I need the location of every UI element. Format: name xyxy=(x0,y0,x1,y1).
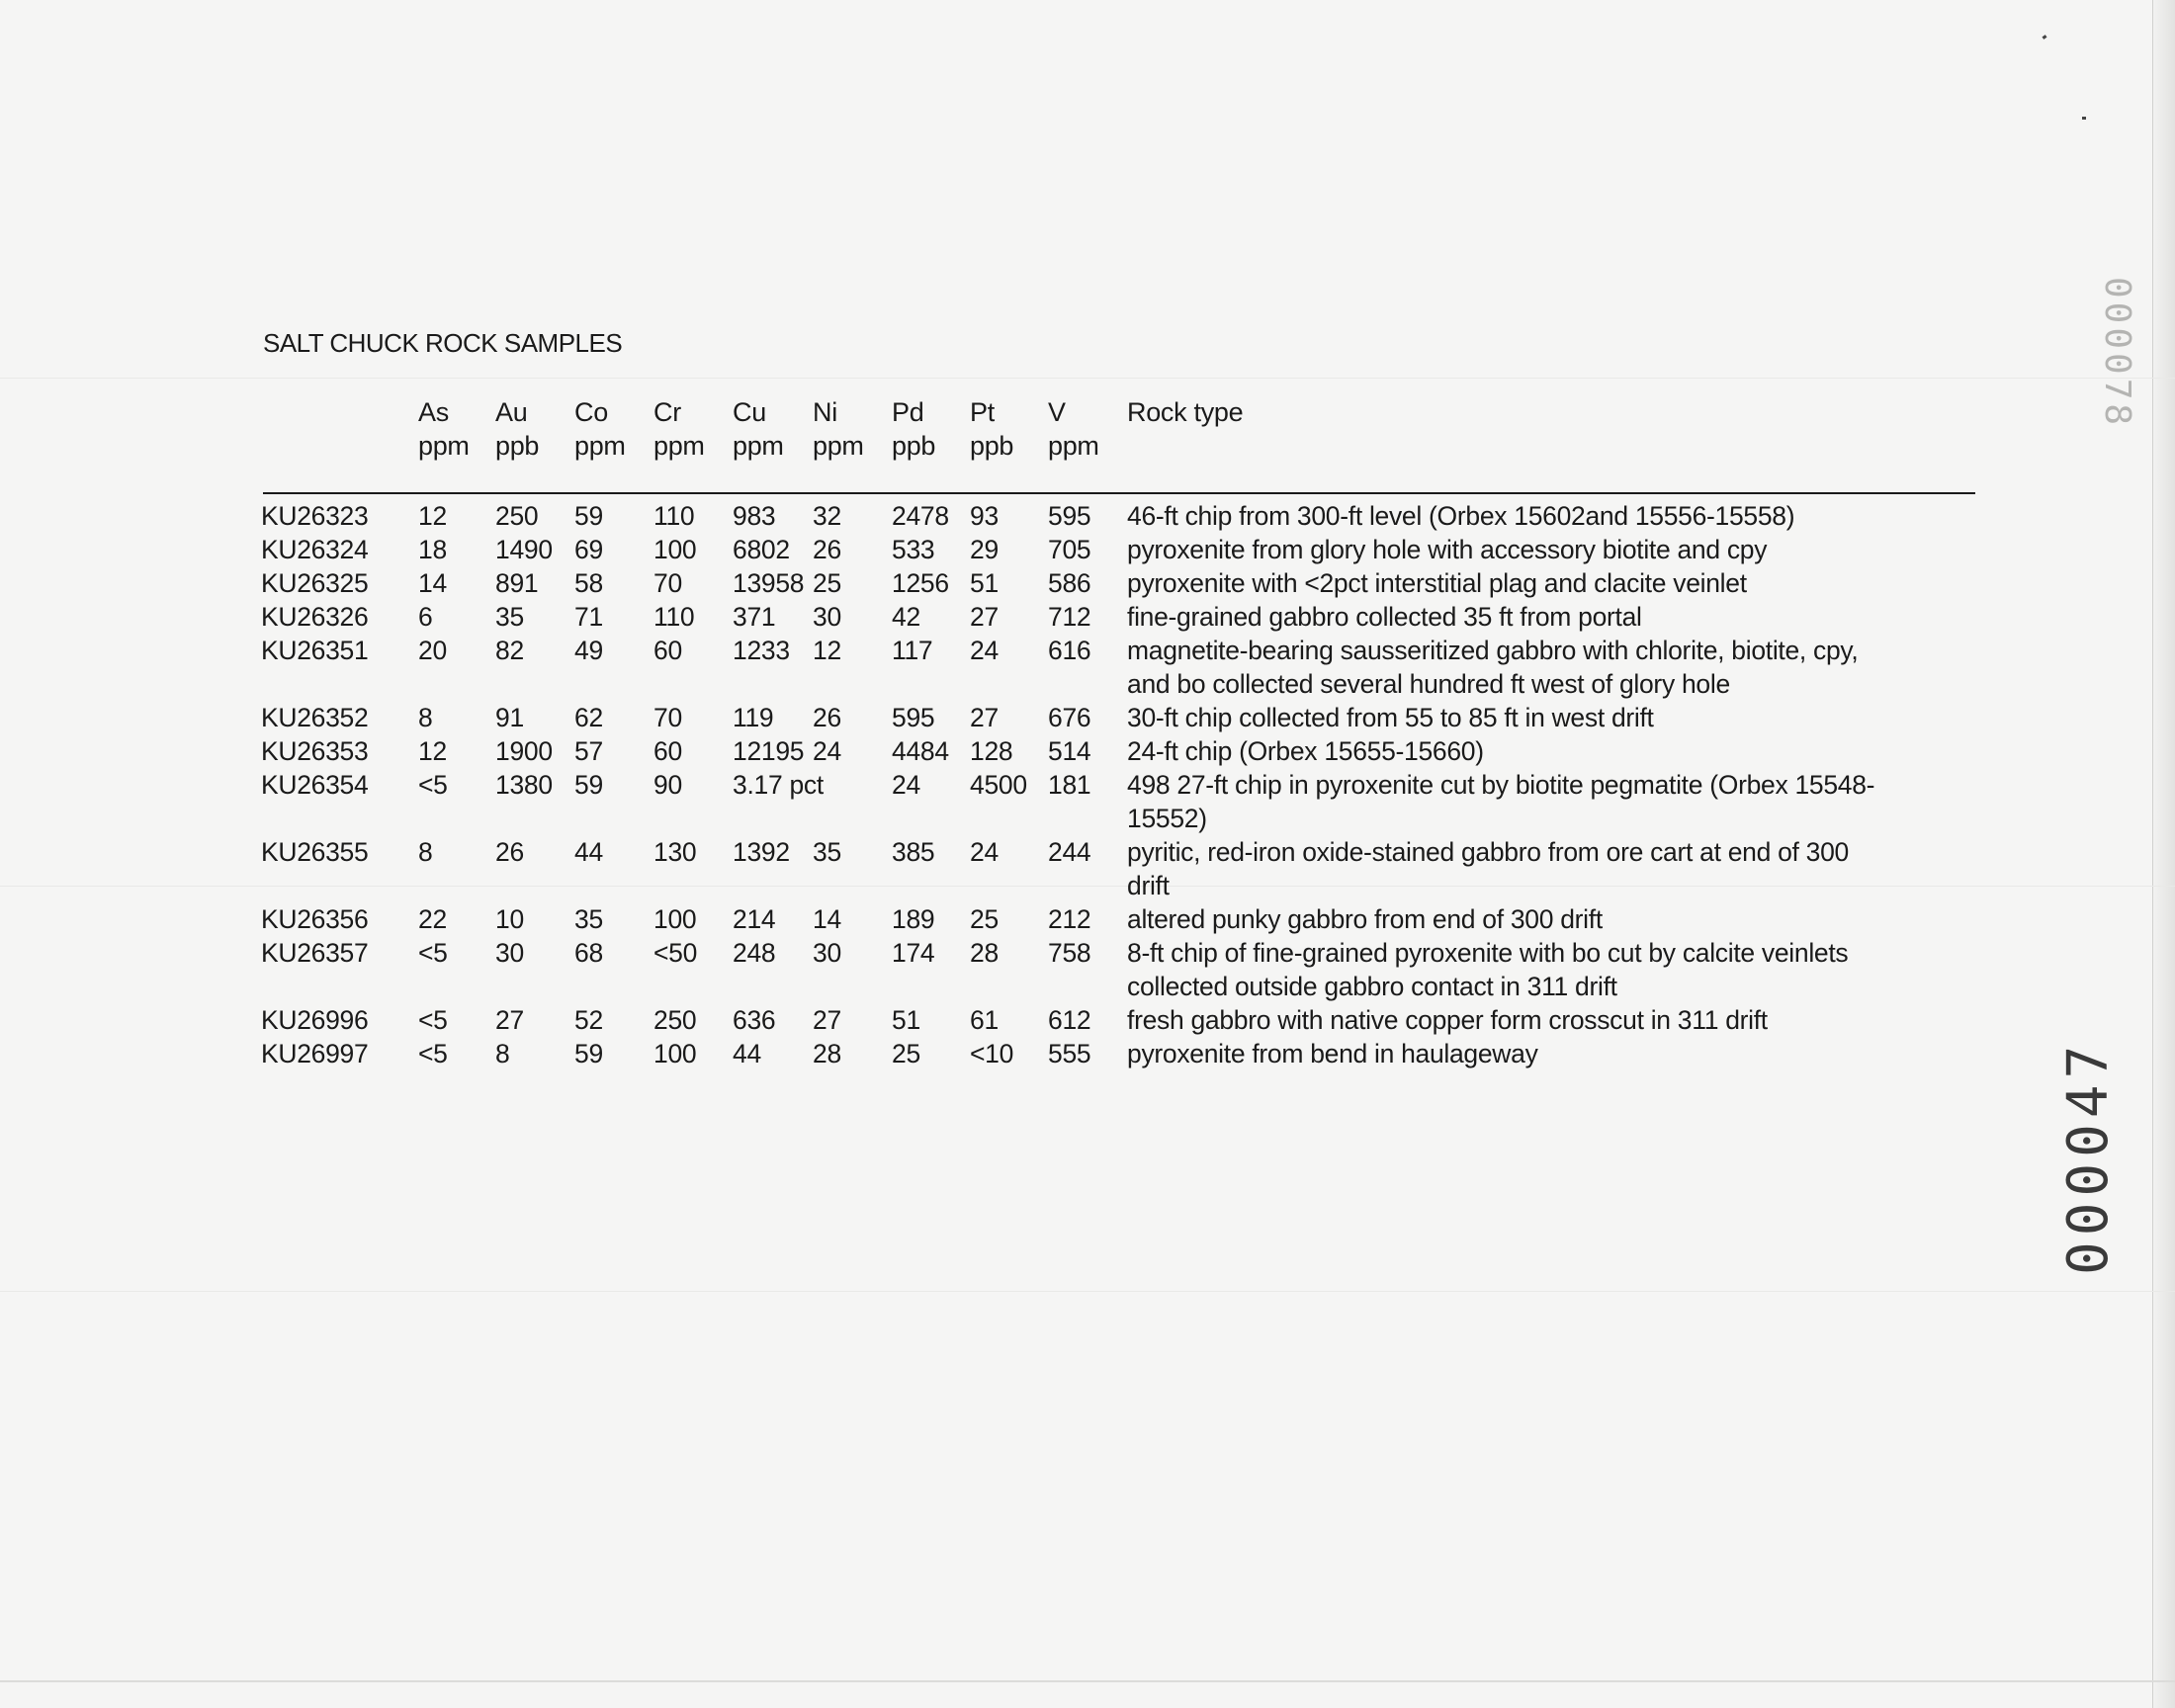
value-cell-cu: 214 xyxy=(733,904,776,934)
sample-id: KU26324 xyxy=(261,535,369,564)
value-cell-cr: 100 xyxy=(653,535,697,564)
value-cell-v: 595 xyxy=(1048,501,1091,531)
value-cell-cu: 13958 xyxy=(733,568,805,598)
value-cell-ni: 26 xyxy=(813,535,841,564)
rock-type-cell: 8-ft chip of fine-grained pyroxenite with bo cut by calcite veinlets collected outside gabbro contact in 311 drift xyxy=(1127,938,1849,1001)
column-header-co xyxy=(574,395,626,463)
value-cell-co: 44 xyxy=(574,837,603,867)
value-cell-pt: 29 xyxy=(970,535,999,564)
value-cell-cr: 110 xyxy=(653,602,695,632)
value-cell-cu: 1392 xyxy=(733,837,790,867)
value-cell-v: 244 xyxy=(1048,837,1091,867)
sample-id: KU26326 xyxy=(261,602,369,632)
value-cell-au: 1900 xyxy=(495,736,553,766)
value-cell-v: 705 xyxy=(1048,535,1091,564)
value-cell-v: 612 xyxy=(1048,1005,1091,1035)
value-cell-co: 49 xyxy=(574,636,603,665)
value-cell-co: 59 xyxy=(574,770,603,800)
value-cell-pt: 4500 xyxy=(970,770,1027,800)
value-cell-ni: 30 xyxy=(813,938,841,968)
value-cell-v: 758 xyxy=(1048,938,1091,968)
value-cell-cr: 110 xyxy=(653,501,695,531)
value-cell-cu: 371 xyxy=(733,602,776,632)
value-cell-ni: 35 xyxy=(813,837,841,867)
page-title: SALT CHUCK ROCK SAMPLES xyxy=(263,328,623,358)
rock-type-cell: 498 27-ft chip in pyroxenite cut by biotite pegmatite (Orbex 15548-15552) xyxy=(1127,770,1875,833)
value-cell-au: 27 xyxy=(495,1005,524,1035)
value-cell-cu: 3.17 pct xyxy=(733,770,824,800)
sample-id: KU26353 xyxy=(261,736,369,766)
column-unit: ppb xyxy=(970,431,1014,461)
value-cell-pd: 24 xyxy=(892,770,920,800)
sample-id: KU26355 xyxy=(261,837,369,867)
value-cell-au: 891 xyxy=(495,568,539,598)
value-cell-pd: 117 xyxy=(892,636,933,665)
value-cell-ni: 14 xyxy=(813,904,841,934)
value-cell-as: 18 xyxy=(418,535,447,564)
value-cell-as: 8 xyxy=(418,837,433,867)
value-cell-cr: 70 xyxy=(653,568,682,598)
value-cell-pd: 25 xyxy=(892,1039,920,1068)
value-cell-au: 250 xyxy=(495,501,539,531)
column-unit: ppm xyxy=(733,431,784,461)
column-name: As xyxy=(418,397,449,427)
value-cell-cr: 70 xyxy=(653,703,682,732)
value-cell-au: 8 xyxy=(495,1039,510,1068)
column-header-au xyxy=(495,395,539,463)
column-header-v xyxy=(1048,395,1099,463)
sample-id: KU26354 xyxy=(261,770,369,800)
column-unit: ppm xyxy=(574,431,626,461)
sample-id: KU26356 xyxy=(261,904,369,934)
rock-type-cell: pyroxenite with <2pct interstitial plag and clacite veinlet xyxy=(1127,568,1747,598)
value-cell-as: 22 xyxy=(418,904,447,934)
value-cell-as: <5 xyxy=(418,938,448,968)
column-header-cu xyxy=(733,395,784,463)
value-cell-v: 212 xyxy=(1048,904,1091,934)
value-cell-cu: 12195 xyxy=(733,736,805,766)
value-cell-pt: 25 xyxy=(970,904,999,934)
value-cell-pt: 61 xyxy=(970,1005,999,1035)
sample-id: KU26996 xyxy=(261,1005,369,1035)
value-cell-as: 12 xyxy=(418,736,447,766)
faint-page-number-stamp: 000078 xyxy=(2097,277,2137,430)
value-cell-cr: 60 xyxy=(653,636,682,665)
value-cell-au: 30 xyxy=(495,938,524,968)
speck xyxy=(2043,35,2047,40)
page-number-stamp: 000047 xyxy=(2056,1039,2121,1275)
value-cell-as: 8 xyxy=(418,703,433,732)
value-cell-co: 62 xyxy=(574,703,603,732)
value-cell-pt: 27 xyxy=(970,602,999,632)
page-edge xyxy=(2152,0,2175,1708)
rock-type-cell: pyritic, red-iron oxide-stained gabbro from ore cart at end of 300 drift xyxy=(1127,837,1849,900)
value-cell-ni: 30 xyxy=(813,602,841,632)
value-cell-v: 676 xyxy=(1048,703,1091,732)
value-cell-au: 35 xyxy=(495,602,524,632)
scan-line xyxy=(0,378,2175,379)
value-cell-as: 20 xyxy=(418,636,447,665)
value-cell-ni: 26 xyxy=(813,703,841,732)
value-cell-au: 91 xyxy=(495,703,524,732)
value-cell-cu: 119 xyxy=(733,703,774,732)
value-cell-pd: 1256 xyxy=(892,568,949,598)
value-cell-v: 181 xyxy=(1048,770,1091,800)
value-cell-pt: 93 xyxy=(970,501,999,531)
value-cell-cu: 44 xyxy=(733,1039,761,1068)
value-cell-pd: 385 xyxy=(892,837,935,867)
value-cell-pt: <10 xyxy=(970,1039,1014,1068)
value-cell-pt: 27 xyxy=(970,703,999,732)
column-unit: ppm xyxy=(653,431,705,461)
column-unit: ppm xyxy=(1048,431,1099,461)
value-cell-cu: 983 xyxy=(733,501,776,531)
value-cell-as: <5 xyxy=(418,1005,448,1035)
value-cell-cu: 1233 xyxy=(733,636,790,665)
column-unit: ppb xyxy=(495,431,540,461)
column-name: Cu xyxy=(733,397,766,427)
sample-id: KU26352 xyxy=(261,703,369,732)
value-cell-cr: 100 xyxy=(653,1039,697,1068)
value-cell-pd: 42 xyxy=(892,602,920,632)
value-cell-au: 82 xyxy=(495,636,524,665)
column-name: Pd xyxy=(892,397,924,427)
column-name: Au xyxy=(495,397,528,427)
rock-type-cell: pyroxenite from bend in haulageway xyxy=(1127,1039,1538,1068)
value-cell-cu: 248 xyxy=(733,938,776,968)
rock-type-cell: magnetite-bearing sausseritized gabbro with chlorite, biotite, cpy, and bo collected several hundred ft west of glory hole xyxy=(1127,636,1859,699)
value-cell-v: 616 xyxy=(1048,636,1091,665)
value-cell-co: 57 xyxy=(574,736,603,766)
value-cell-pd: 533 xyxy=(892,535,935,564)
column-name: Rock type xyxy=(1127,397,1244,427)
value-cell-as: 12 xyxy=(418,501,447,531)
rock-type-cell: fine-grained gabbro collected 35 ft from portal xyxy=(1127,602,1642,632)
column-header-pd xyxy=(892,395,935,463)
value-cell-ni: 27 xyxy=(813,1005,841,1035)
column-name: V xyxy=(1048,397,1066,427)
value-cell-pt: 128 xyxy=(970,736,1013,766)
value-cell-v: 712 xyxy=(1048,602,1091,632)
value-cell-pt: 51 xyxy=(970,568,999,598)
value-cell-co: 59 xyxy=(574,501,603,531)
value-cell-co: 69 xyxy=(574,535,603,564)
value-cell-ni: 28 xyxy=(813,1039,841,1068)
rock-type-cell: 46-ft chip from 300-ft level (Orbex 15602and 15556-15558) xyxy=(1127,501,1795,531)
column-name: Cr xyxy=(653,397,681,427)
column-header-pt xyxy=(970,395,1013,463)
column-header-cr xyxy=(653,395,705,463)
value-cell-v: 555 xyxy=(1048,1039,1091,1068)
value-cell-co: 71 xyxy=(574,602,603,632)
value-cell-cr: 130 xyxy=(653,837,697,867)
column-unit: ppb xyxy=(892,431,936,461)
value-cell-co: 59 xyxy=(574,1039,603,1068)
value-cell-pd: 174 xyxy=(892,938,935,968)
page-bottom-edge xyxy=(0,1680,2175,1682)
value-cell-as: <5 xyxy=(418,1039,448,1068)
sample-id: KU26351 xyxy=(261,636,369,665)
value-cell-cu: 6802 xyxy=(733,535,790,564)
value-cell-pd: 2478 xyxy=(892,501,949,531)
value-cell-ni: 32 xyxy=(813,501,841,531)
value-cell-as: <5 xyxy=(418,770,448,800)
value-cell-cr: 250 xyxy=(653,1005,697,1035)
column-header-as xyxy=(418,395,470,463)
value-cell-cr: 100 xyxy=(653,904,697,934)
column-name: Ni xyxy=(813,397,837,427)
value-cell-cr: 90 xyxy=(653,770,682,800)
value-cell-ni: 12 xyxy=(813,636,841,665)
value-cell-co: 58 xyxy=(574,568,603,598)
value-cell-au: 1380 xyxy=(495,770,553,800)
value-cell-cr: <50 xyxy=(653,938,698,968)
value-cell-v: 514 xyxy=(1048,736,1091,766)
header-rule xyxy=(263,492,1975,494)
value-cell-au: 10 xyxy=(495,904,524,934)
value-cell-ni: 24 xyxy=(813,736,841,766)
value-cell-co: 35 xyxy=(574,904,603,934)
value-cell-ni: 25 xyxy=(813,568,841,598)
rock-type-cell: 24-ft chip (Orbex 15655-15660) xyxy=(1127,736,1484,766)
speck xyxy=(2082,117,2086,120)
value-cell-co: 52 xyxy=(574,1005,603,1035)
value-cell-pd: 51 xyxy=(892,1005,920,1035)
value-cell-as: 6 xyxy=(418,602,433,632)
rock-type-cell: pyroxenite from glory hole with accessory biotite and cpy xyxy=(1127,535,1768,564)
rock-type-cell: fresh gabbro with native copper form crosscut in 311 drift xyxy=(1127,1005,1768,1035)
column-header-ni xyxy=(813,395,864,463)
value-cell-pd: 4484 xyxy=(892,736,949,766)
column-unit: ppm xyxy=(418,431,470,461)
value-cell-pd: 595 xyxy=(892,703,935,732)
value-cell-au: 1490 xyxy=(495,535,553,564)
column-name: Co xyxy=(574,397,608,427)
value-cell-as: 14 xyxy=(418,568,447,598)
value-cell-co: 68 xyxy=(574,938,603,968)
column-unit: ppm xyxy=(813,431,864,461)
column-header-rock xyxy=(1127,395,1243,429)
sample-id: KU26357 xyxy=(261,938,369,968)
value-cell-pt: 24 xyxy=(970,837,999,867)
value-cell-pt: 28 xyxy=(970,938,999,968)
rock-type-cell: 30-ft chip collected from 55 to 85 ft in west drift xyxy=(1127,703,1654,732)
sample-id: KU26997 xyxy=(261,1039,369,1068)
value-cell-au: 26 xyxy=(495,837,524,867)
value-cell-pd: 189 xyxy=(892,904,935,934)
rock-type-cell: altered punky gabbro from end of 300 drift xyxy=(1127,904,1603,934)
column-name: Pt xyxy=(970,397,995,427)
sample-id: KU26325 xyxy=(261,568,369,598)
value-cell-pt: 24 xyxy=(970,636,999,665)
value-cell-cr: 60 xyxy=(653,736,682,766)
scan-line xyxy=(0,1291,2175,1292)
sample-id: KU26323 xyxy=(261,501,369,531)
value-cell-v: 586 xyxy=(1048,568,1091,598)
value-cell-cu: 636 xyxy=(733,1005,776,1035)
